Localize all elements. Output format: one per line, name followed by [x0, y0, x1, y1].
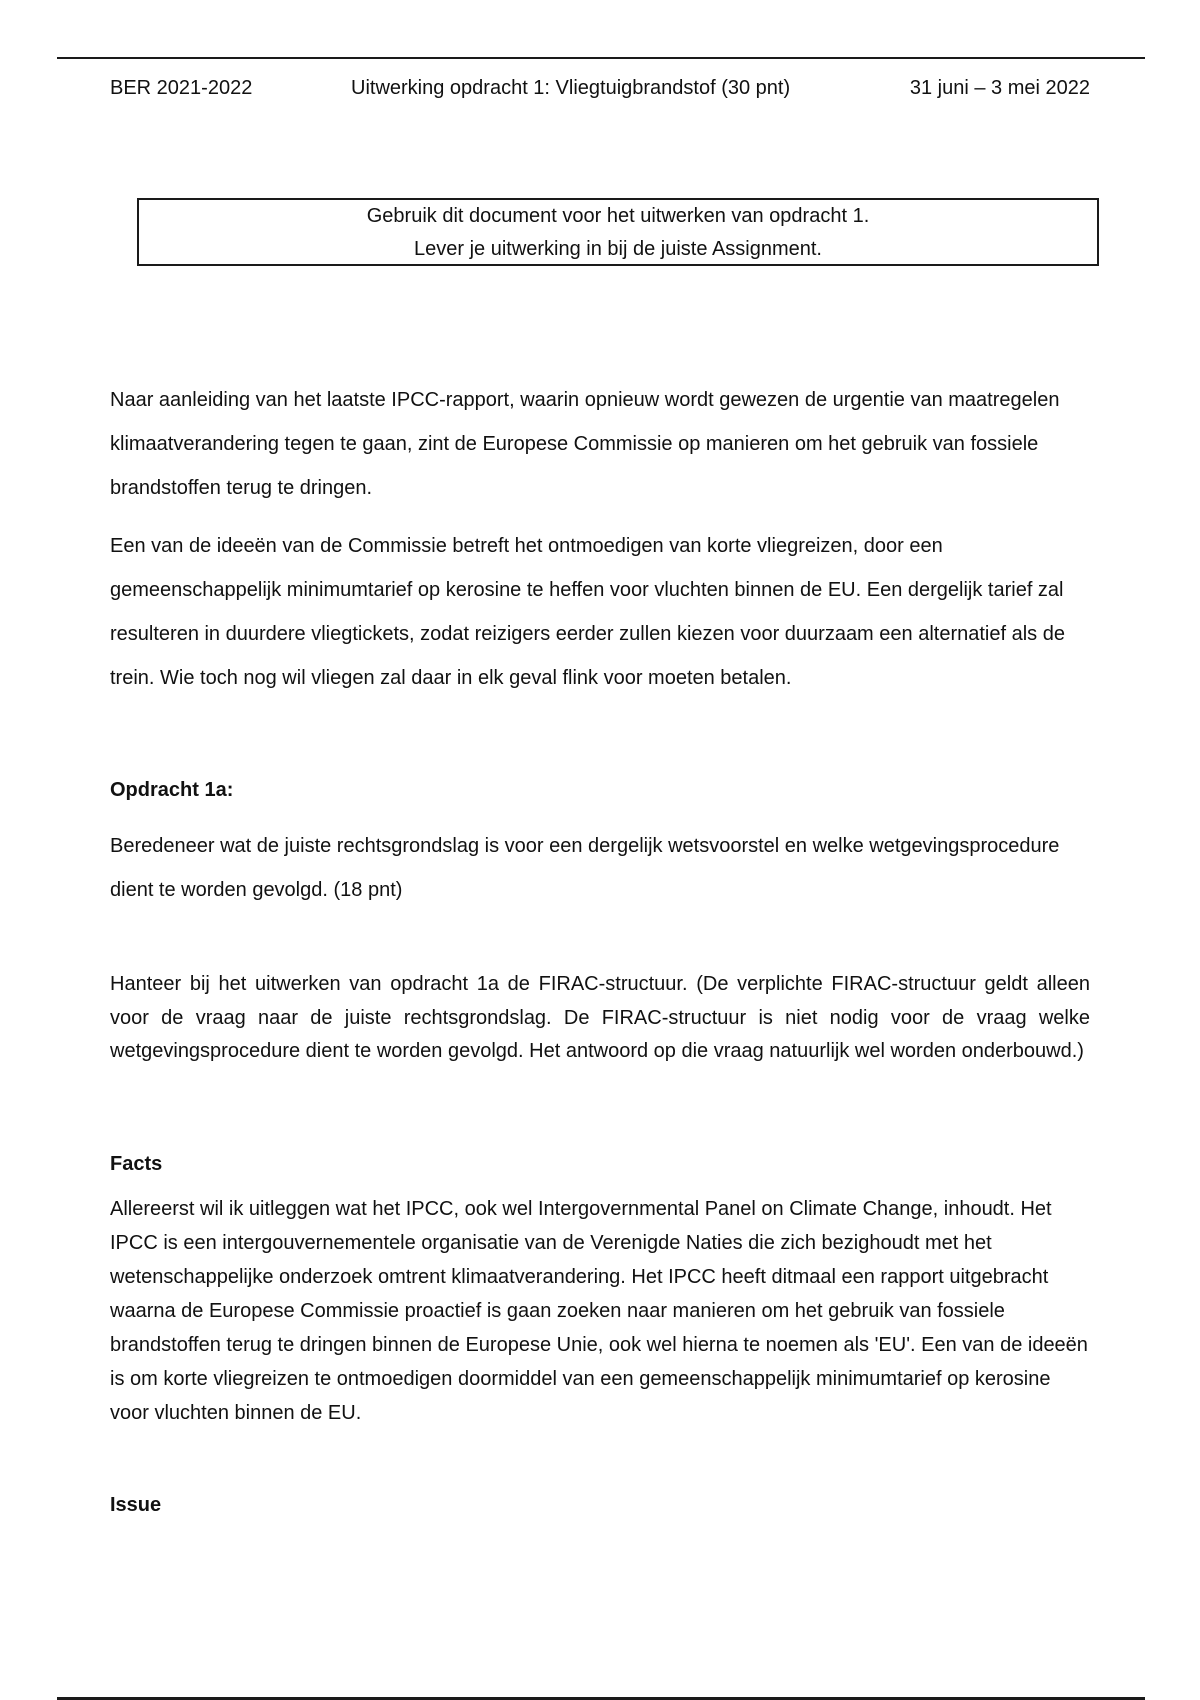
instruction-line-2: Lever je uitwerking in bij de juiste Assignment. — [414, 238, 822, 260]
firac-instruction-text: Hanteer bij het uitwerken van opdracht 1a de FIRAC-structuur. (De verplichte FIRAC-structuur geldt alleen voor de vraag naar de juiste rechtsgrondslag. De FIRAC-structuur is niet nodig voor de vraag welke wetgevingsprocedure dient te worden gevolgd. Het antwoord op die vraag natuurlijk wel worden onderbouwd.) — [110, 973, 1090, 1062]
issue-heading: Issue — [110, 1494, 162, 1516]
intro-paragraph-1 — [110, 378, 1090, 510]
assignment-question-text: Beredeneer wat de juiste rechtsgrondslag is voor een dergelijk wetsvoorstel en welke wetgevingsprocedure dient te worden gevolgd. (18 pnt) — [110, 835, 1060, 901]
intro-paragraph-2-text: Een van de ideeën van de Commissie betreft het ontmoedigen van korte vliegreizen, door een gemeenschappelijk minimumtarief op kerosine te heffen voor vluchten binnen de EU. Een dergelijk tarief zal resulteren in duurdere vliegtickets, zodat reizigers eerder zullen kiezen voor duurzaam een alternatief als de trein. Wie toch nog wil vliegen zal daar in elk geval flink voor moeten betalen. — [110, 535, 1065, 689]
instruction-box — [137, 198, 1099, 266]
header-date-range: 31 juni – 3 mei 2022 — [909, 77, 1090, 99]
header-assignment-title: Uitwerking opdracht 1: Vliegtuigbrandstof (30 pnt) — [351, 77, 791, 99]
firac-instruction — [110, 968, 1090, 1069]
facts-text: Allereerst wil ik uitleggen wat het IPCC, ook wel Intergovernmental Panel on Climate Change, inhoudt. Het IPCC is een intergouvernementele organisatie van de Verenigde Naties die zich bezighoudt met het wetenschappelijke onderzoek omtrent klimaatverandering. Het IPCC heeft ditmaal een rapport uitgebracht waarna de Europese Commissie proactief is gaan zoeken naar manieren om het gebruik van fossiele brandstoffen terug te dringen binnen de Europese Unie, ook wel hierna te noemen als 'EU'. Een van de ideeën is om korte vliegreizen te ontmoedigen doormiddel van een gemeenschappelijk minimumtarief op kerosine voor vluchten binnen de EU. — [110, 1198, 1088, 1424]
facts-heading: Facts — [110, 1153, 163, 1175]
assignment-question — [110, 824, 1090, 912]
instruction-line-1: Gebruik dit document voor het uitwerken van opdracht 1. — [366, 205, 870, 227]
intro-paragraph-2 — [110, 524, 1090, 700]
header-course-code: BER 2021-2022 — [110, 77, 253, 99]
assignment-heading: Opdracht 1a: — [110, 779, 234, 801]
header-rule — [57, 57, 1145, 59]
page-header — [110, 74, 1090, 102]
intro-paragraph-1-text: Naar aanleiding van het laatste IPCC-rapport, waarin opnieuw wordt gewezen de urgentie van maatregelen klimaatverandering tegen te gaan, zint de Europese Commissie op manieren om het gebruik van fossiele brandstoffen terug te dringen. — [110, 389, 1060, 499]
facts-section — [110, 1192, 1090, 1430]
